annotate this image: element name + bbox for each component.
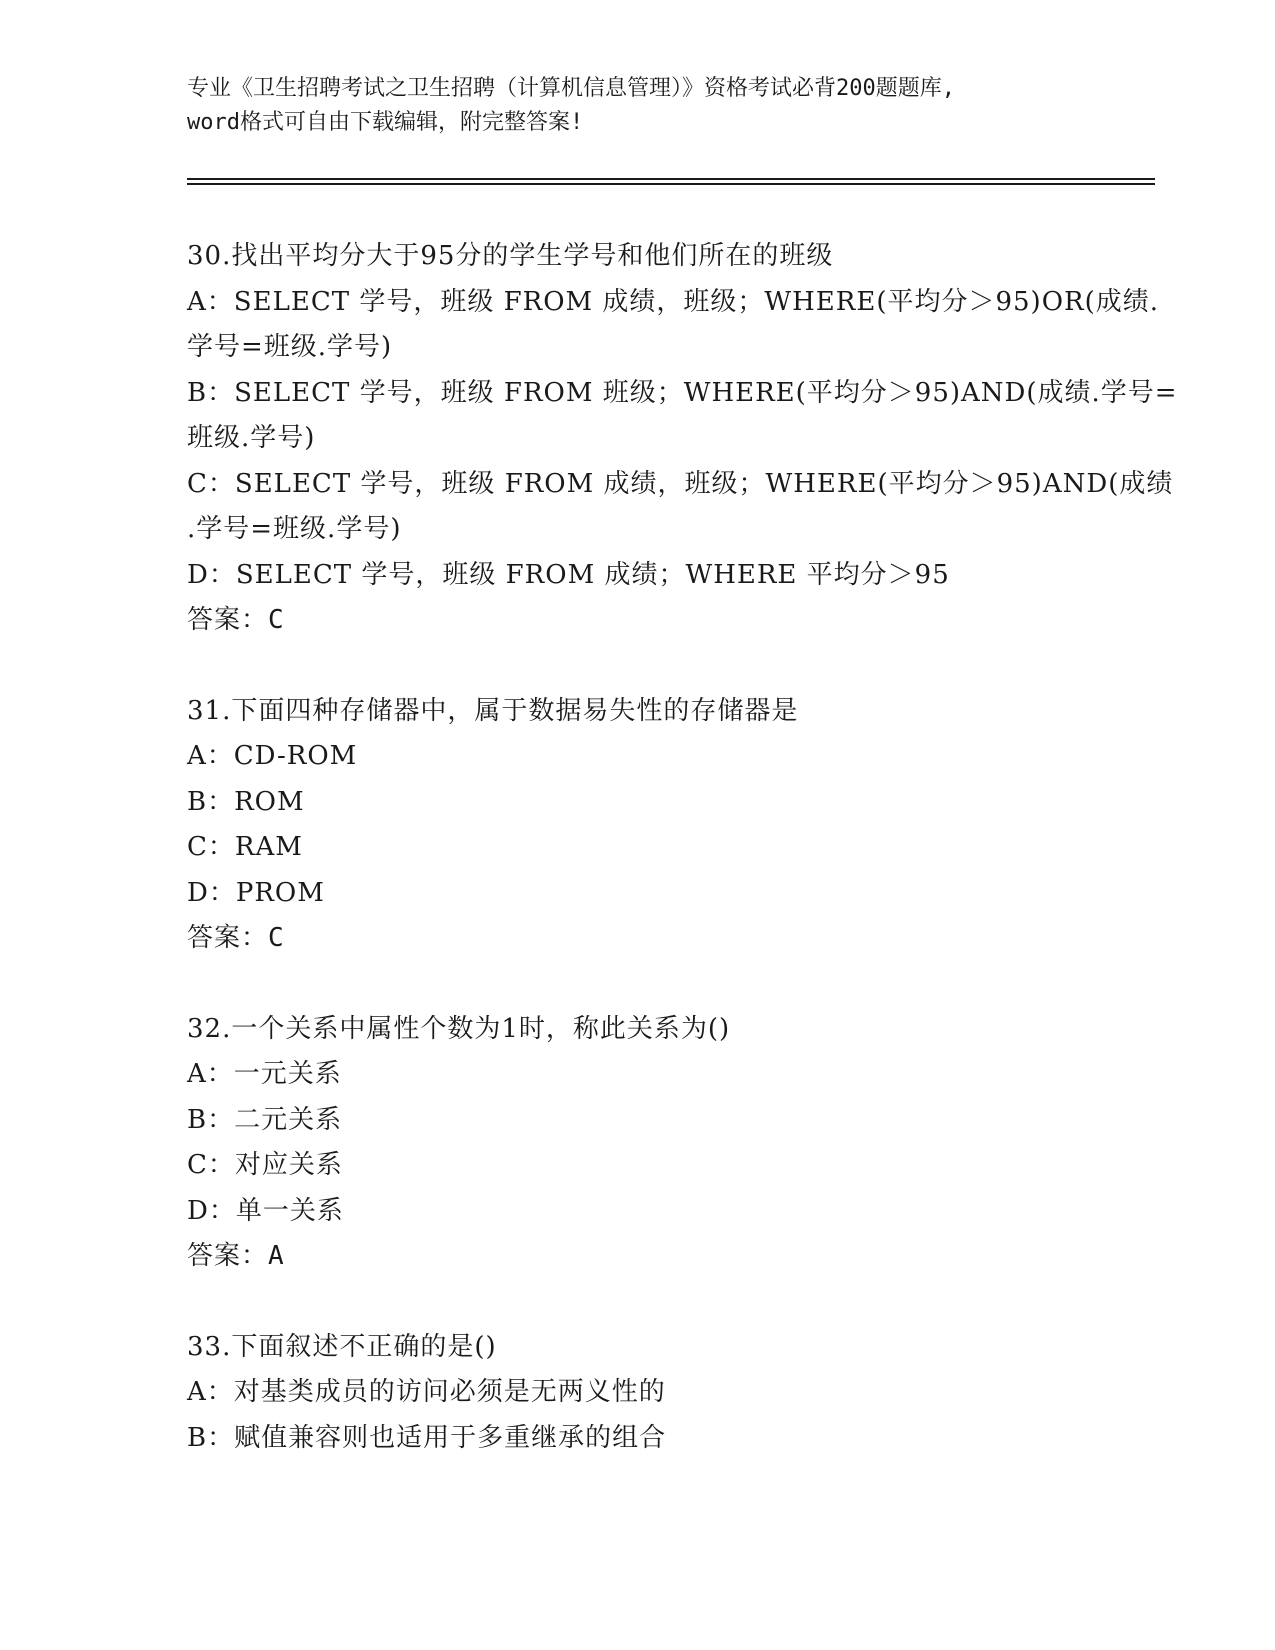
question-list: [187, 234, 1178, 1506]
option-line: C：RAM: [187, 832, 303, 862]
header-divider-bottom: [187, 183, 1155, 185]
option-line: C：SELECT 学号，班级 FROM 成绩，班级；WHERE(平均分＞95)AND(成绩: [187, 468, 1174, 499]
question-block: [187, 1325, 1087, 1462]
header-line-1: 专业《卫生招聘考试之卫生招聘（计算机信息管理）》资格考试必背200题题库,: [187, 76, 955, 101]
option-line: C：对应关系: [187, 1150, 343, 1180]
question-block: [187, 234, 1178, 644]
option-line: 班级.学号): [187, 423, 316, 453]
option-line: D：SELECT 学号，班级 FROM 成绩；WHERE 平均分＞95: [187, 559, 950, 590]
option-line: D：单一关系: [187, 1195, 344, 1226]
question-block: [187, 689, 1087, 962]
option-line: A：SELECT 学号，班级 FROM 成绩，班级；WHERE(平均分＞95)OR(成绩.: [187, 286, 1159, 317]
option-line: .学号=班级.学号): [187, 514, 402, 544]
answer-line: [187, 1234, 1087, 1280]
document-header: [187, 72, 1087, 140]
answer-value: A: [268, 1241, 285, 1271]
answer-label: 答案：: [187, 605, 269, 635]
option-line: B：赋值兼容则也适用于多重继承的组合: [187, 1422, 667, 1453]
answer-value: C: [268, 605, 285, 635]
header-line-2: word格式可自由下载编辑，附完整答案!: [187, 110, 584, 135]
answer-value: C: [268, 923, 285, 953]
answer-line: [187, 916, 1087, 962]
header-divider-top: [187, 178, 1155, 180]
question-title: 30.找出平均分大于95分的学生学号和他们所在的班级: [187, 241, 834, 271]
option-line: B：二元关系: [187, 1104, 343, 1135]
answer-label: 答案：: [187, 923, 269, 953]
question-block: [187, 1007, 1087, 1280]
answer-label: 答案：: [187, 1241, 269, 1271]
option-line: 学号=班级.学号): [187, 332, 393, 362]
option-line: B：ROM: [187, 786, 305, 817]
option-line: B：SELECT 学号，班级 FROM 班级；WHERE(平均分＞95)AND(成绩.学号=: [187, 377, 1178, 408]
option-line: A：对基类成员的访问必须是无两义性的: [187, 1377, 666, 1407]
option-line: D：PROM: [187, 877, 325, 908]
question-title: 32.一个关系中属性个数为1时，称此关系为(): [187, 1013, 731, 1044]
option-line: A：CD-ROM: [187, 741, 358, 771]
option-line: A：一元关系: [187, 1059, 342, 1089]
answer-line: [187, 598, 1087, 644]
question-title: 33.下面叙述不正确的是(): [187, 1331, 497, 1362]
question-title: 31.下面四种存储器中，属于数据易失性的存储器是: [187, 695, 799, 726]
